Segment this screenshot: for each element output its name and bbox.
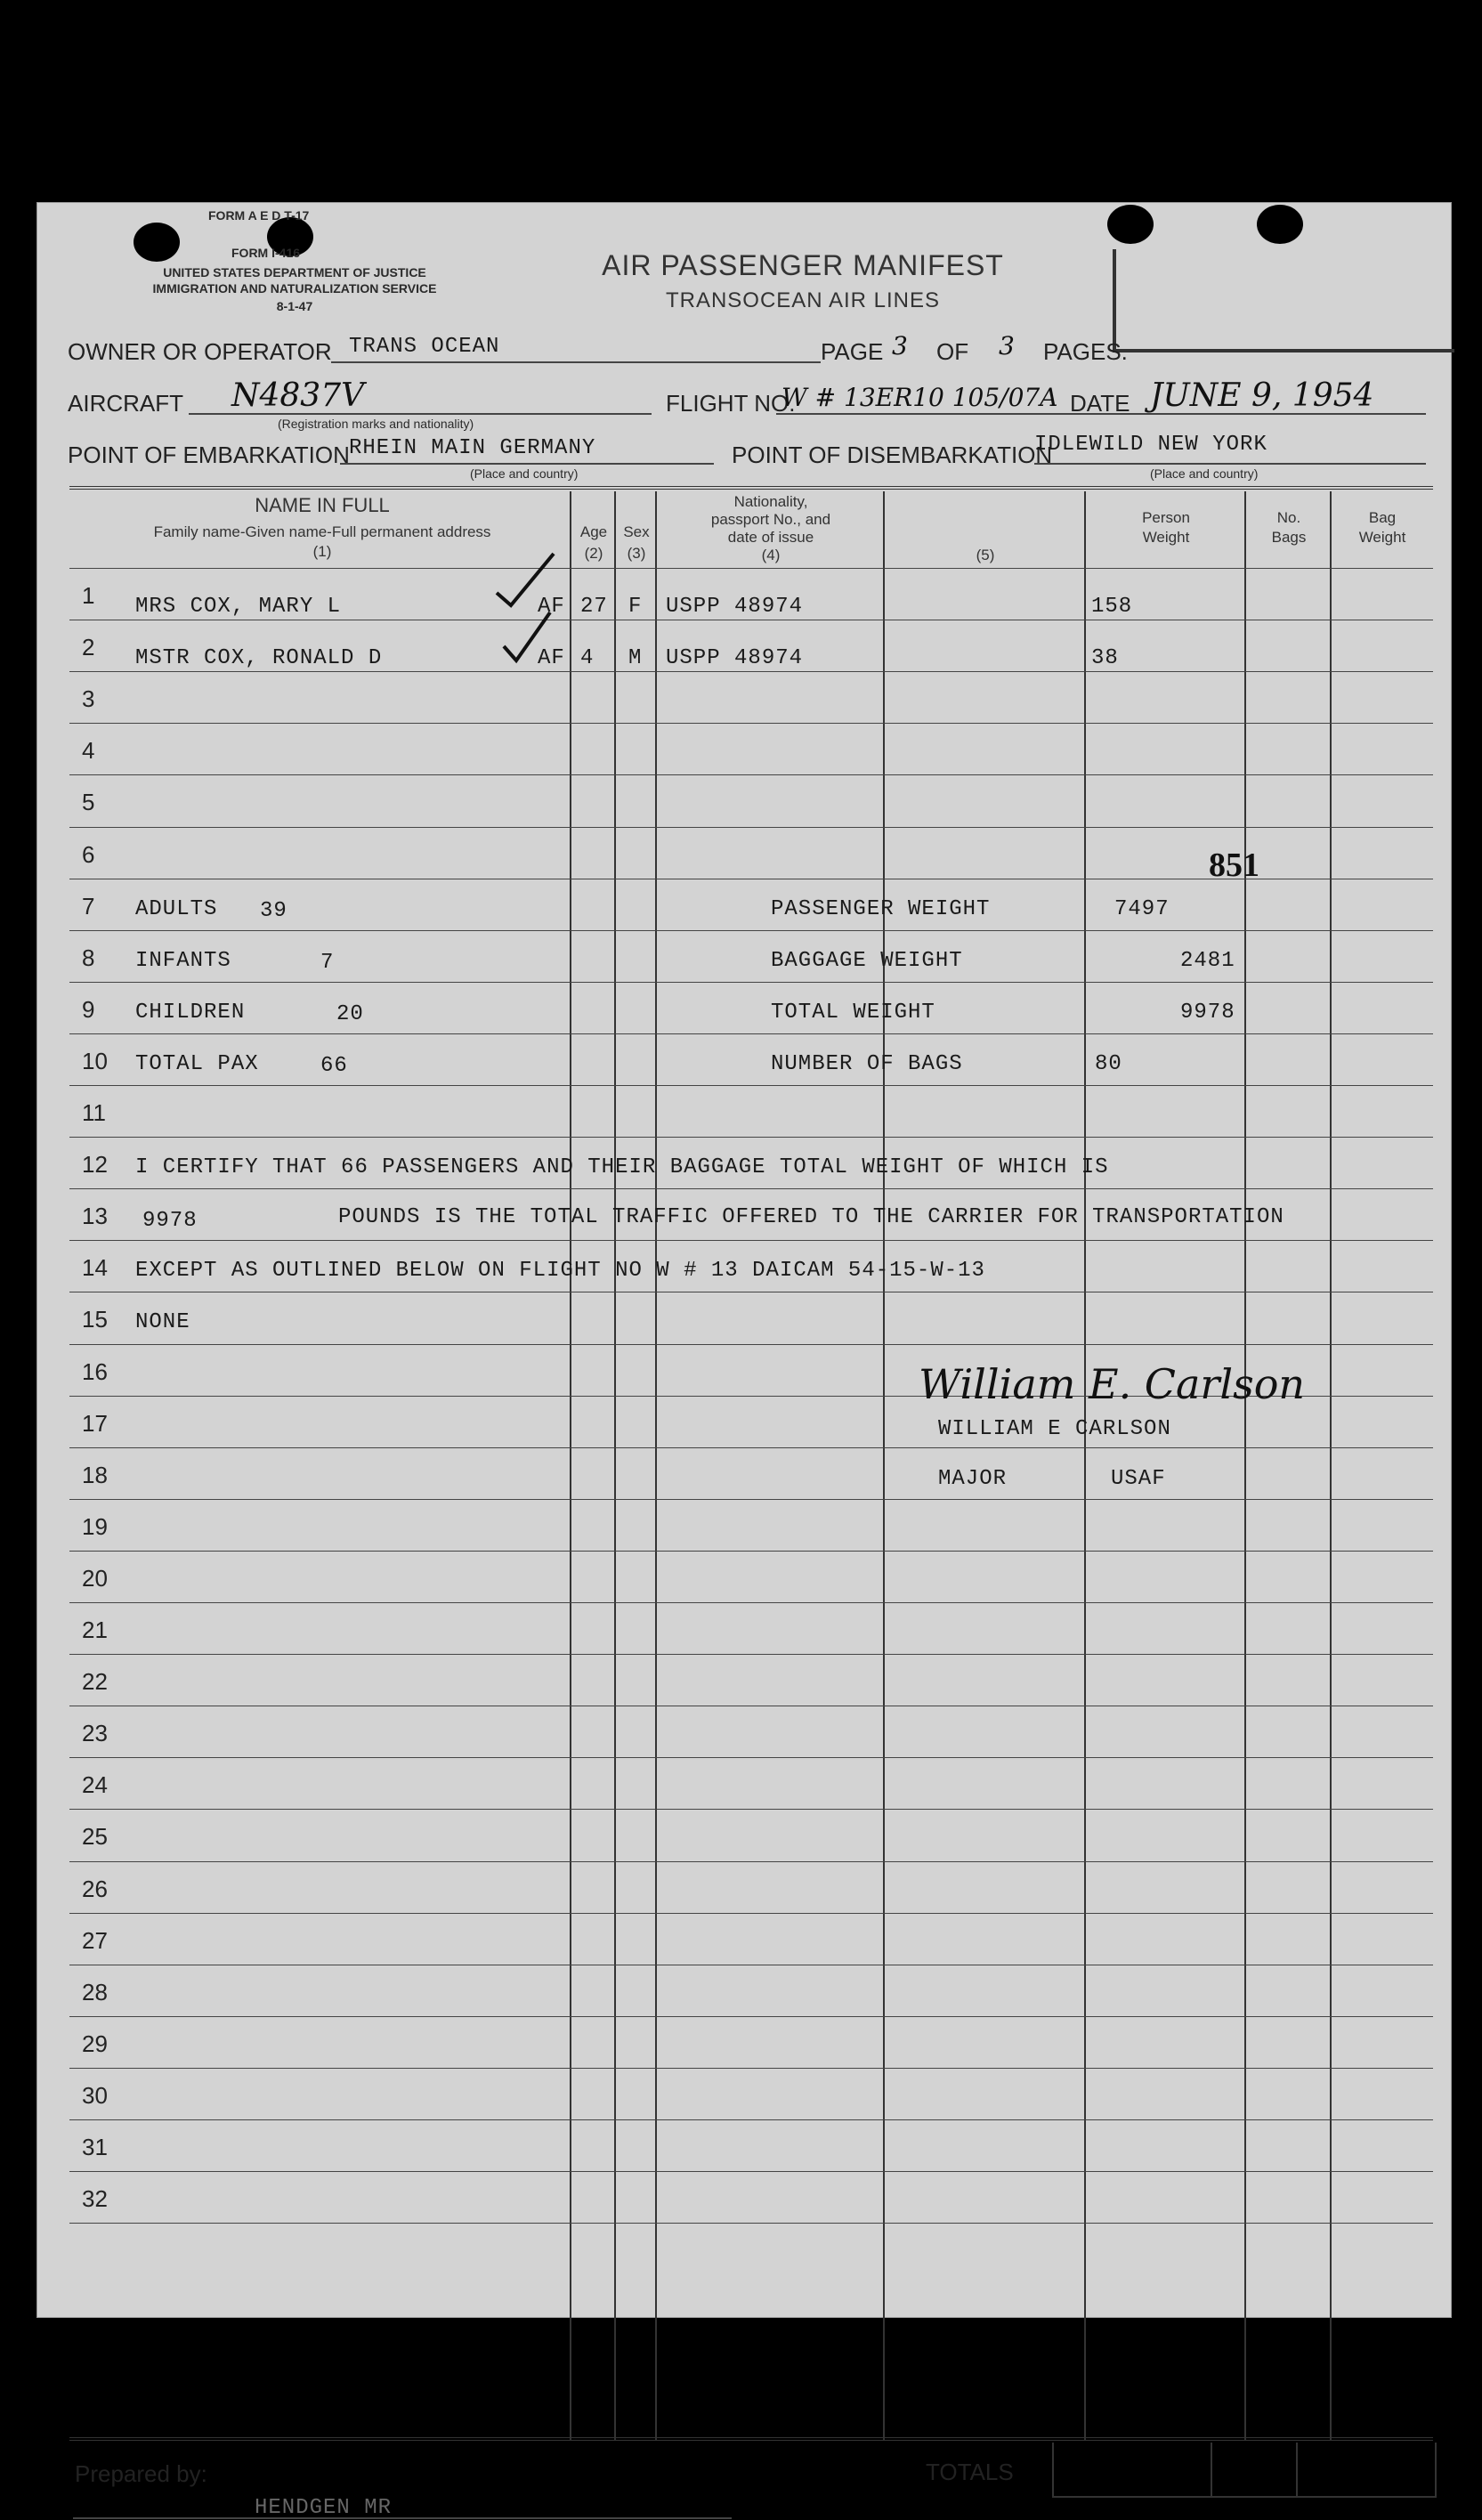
embarkation-underline <box>340 463 714 465</box>
children-label: CHILDREN <box>135 1001 246 1025</box>
certification-line-12: I CERTIFY THAT 66 PASSENGERS AND THEIR BAGGAGE TOTAL WEIGHT OF WHICH IS <box>135 1155 1109 1179</box>
owner-underline <box>331 361 821 363</box>
row-number: 9 <box>82 995 95 1023</box>
row-rule <box>69 1861 1433 1862</box>
col-nationality-number: (4) <box>761 547 781 563</box>
certification-weight: 9978 <box>142 1209 198 1233</box>
row-number: 15 <box>82 1306 108 1333</box>
adults-value: 39 <box>260 899 287 923</box>
embarkation-label: POINT OF EMBARKATION <box>68 442 350 468</box>
row-rule <box>69 1344 1433 1345</box>
col-divider <box>1330 491 1332 2441</box>
total-pax-label: TOTAL PAX <box>135 1052 259 1076</box>
row-rule <box>69 1447 1433 1448</box>
row-rule <box>69 2171 1433 2172</box>
aircraft-value: N4837V <box>231 377 365 414</box>
airline-name: TRANSOCEAN AIR LINES <box>665 288 941 312</box>
signature-service: USAF <box>1111 1467 1166 1491</box>
row-rule <box>69 2068 1433 2069</box>
col-person-weight-1: Person <box>1142 509 1190 526</box>
page-value: 3 <box>892 331 908 361</box>
row-rule <box>69 2119 1433 2120</box>
totals-box <box>1052 2443 1437 2498</box>
service-line: IMMIGRATION AND NATURALIZATION SERVICE <box>152 281 437 296</box>
col-nationality-line2: passport No., and <box>710 511 831 528</box>
row-number: 14 <box>82 1254 108 1282</box>
row-rule <box>69 1137 1433 1138</box>
row-number: 19 <box>82 1512 108 1540</box>
date-value: JUNE 9, 1954 <box>1150 377 1374 414</box>
stamp-box <box>1113 249 1454 352</box>
baggage-weight-value: 2481 <box>1180 949 1235 973</box>
flight-date-underline <box>776 413 1426 415</box>
bag-weight-stamp: 851 <box>1209 847 1259 884</box>
col-nationality-line3: date of issue <box>727 529 814 546</box>
row-number: 25 <box>82 1823 108 1851</box>
totals-divider <box>1296 2443 1298 2496</box>
col-nationality-line1: Nationality, <box>733 493 808 510</box>
row-number: 28 <box>82 1978 108 2005</box>
disembarkation-underline <box>1034 463 1426 465</box>
aircraft-underline <box>189 413 652 415</box>
of-value: 3 <box>999 331 1015 361</box>
row-number: 31 <box>82 2134 108 2160</box>
row-rule <box>69 827 1433 828</box>
embarkation-note: (Place and country) <box>470 466 579 481</box>
punch-hole <box>1257 205 1303 244</box>
col-divider <box>655 491 657 2441</box>
disembarkation-label: POINT OF DISEMBARKATION <box>732 442 1053 468</box>
passenger-1-weight: 158 <box>1091 595 1133 619</box>
row-rule <box>69 1757 1433 1758</box>
infants-label: INFANTS <box>135 949 231 973</box>
punch-hole <box>1107 205 1154 244</box>
row-number: 16 <box>82 1357 108 1385</box>
table-bottom-border <box>69 2437 1433 2441</box>
col-name-number: (1) <box>312 543 332 560</box>
prepared-by-value: HENDGEN MR <box>255 2496 393 2520</box>
row-rule <box>69 982 1433 983</box>
row-rule <box>69 930 1433 931</box>
row-number: 27 <box>82 1926 108 1954</box>
passenger-2-passport: USPP 48974 <box>666 646 804 670</box>
col-name-title: NAME IN FULL <box>255 494 390 516</box>
passenger-1-sex: F <box>628 595 643 619</box>
row-number: 12 <box>82 1151 108 1179</box>
passenger-2-name: MSTR COX, RONALD D <box>135 646 383 670</box>
row-rule <box>69 1913 1433 1914</box>
row-number: 1 <box>82 582 95 609</box>
disembarkation-value: IDLEWILD NEW YORK <box>1034 433 1267 457</box>
flight-label: FLIGHT NO. <box>666 390 796 417</box>
passenger-1-passport: USPP 48974 <box>666 595 804 619</box>
row-number: 21 <box>82 1617 108 1643</box>
row-number: 30 <box>82 2081 108 2109</box>
passenger-2-weight: 38 <box>1091 646 1119 670</box>
aircraft-note: (Registration marks and nationality) <box>278 417 474 431</box>
col-divider <box>570 491 571 2441</box>
flight-value: W # 13ER10 105/07A <box>781 383 1058 412</box>
row-number: 5 <box>82 789 95 816</box>
owner-value: TRANS OCEAN <box>349 335 500 359</box>
infants-value: 7 <box>320 951 335 975</box>
col-sex-number: (3) <box>627 545 646 562</box>
department-line: UNITED STATES DEPARTMENT OF JUSTICE <box>163 265 426 280</box>
total-weight-value: 9978 <box>1180 1001 1235 1025</box>
row-number: 26 <box>82 1875 108 1902</box>
row-rule <box>69 671 1433 672</box>
row-rule <box>69 1085 1433 1086</box>
col-bags-2: Bags <box>1271 529 1307 546</box>
aircraft-label: AIRCRAFT <box>68 390 183 417</box>
row-number: 23 <box>82 1720 108 1747</box>
pages-label: PAGES. <box>1043 338 1128 365</box>
passenger-2-age: 4 <box>580 646 595 670</box>
page-label: PAGE <box>821 338 884 365</box>
manifest-sheet <box>37 203 1451 2520</box>
col-bags-1: No. <box>1276 509 1301 526</box>
col-age-number: (2) <box>584 545 603 562</box>
col-divider <box>883 491 885 2441</box>
passenger-1-mark: AF <box>538 595 565 619</box>
passenger-2-mark: AF <box>538 646 565 670</box>
form-date: 8-1-47 <box>276 299 313 313</box>
row-number: 2 <box>82 634 95 661</box>
row-number: 13 <box>82 1203 108 1230</box>
row-number: 7 <box>82 892 95 920</box>
row-number: 4 <box>82 737 95 765</box>
row-rule <box>69 1188 1433 1189</box>
row-rule <box>69 1809 1433 1810</box>
row-rule <box>69 2016 1433 2017</box>
col-bag-weight-2: Weight <box>1358 529 1406 546</box>
passenger-1-age: 27 <box>580 595 608 619</box>
row-number: 17 <box>82 1409 108 1437</box>
row-number: 24 <box>82 1771 108 1799</box>
row-number: 11 <box>82 1099 106 1126</box>
row-number: 6 <box>82 840 95 868</box>
col-person-weight-2: Weight <box>1142 529 1190 546</box>
certification-line-15: NONE <box>135 1310 190 1334</box>
row-rule <box>69 1033 1433 1034</box>
table-top-border <box>69 486 1433 490</box>
of-label: OF <box>936 338 969 365</box>
row-number: 22 <box>82 1668 108 1696</box>
embarkation-value: RHEIN MAIN GERMANY <box>349 436 596 460</box>
disembarkation-note: (Place and country) <box>1150 466 1259 481</box>
form-number-top: FORM A E D T-17 <box>208 208 310 223</box>
form-number: FORM I-416 <box>231 246 301 260</box>
certification-line-13: POUNDS IS THE TOTAL TRAFFIC OFFERED TO THE CARRIER FOR TRANSPORTATION <box>338 1205 1284 1229</box>
passenger-weight-value: 7497 <box>1114 897 1170 921</box>
col-5-number: (5) <box>976 547 995 563</box>
total-pax-value: 66 <box>320 1054 348 1078</box>
row-number: 3 <box>82 685 95 713</box>
row-rule <box>69 1499 1433 1500</box>
signature-handwritten: William E. Carlson <box>919 1360 1306 1408</box>
row-rule <box>69 1240 1433 1241</box>
date-label: DATE <box>1070 390 1130 417</box>
row-rule <box>69 774 1433 775</box>
totals-divider <box>1211 2443 1212 2496</box>
header-rule <box>69 568 1433 569</box>
col-divider <box>614 491 616 2441</box>
totals-label: TOTALS <box>926 2459 1014 2485</box>
page-title: AIR PASSENGER MANIFEST <box>602 249 1004 281</box>
prepared-by-label: Prepared by: <box>75 2460 207 2487</box>
row-number: 8 <box>82 944 95 971</box>
row-number: 29 <box>82 2030 108 2057</box>
row-rule <box>69 1551 1433 1552</box>
col-sex-header: Sex <box>623 523 650 540</box>
passenger-1-name: MRS COX, MARY L <box>135 595 342 619</box>
check-mark-icon <box>491 550 563 666</box>
col-divider <box>1084 491 1086 2441</box>
row-number: 20 <box>82 1564 108 1592</box>
col-divider <box>1244 491 1246 2441</box>
baggage-weight-label: BAGGAGE WEIGHT <box>771 949 963 973</box>
row-rule <box>69 723 1433 724</box>
row-rule <box>69 2223 1433 2224</box>
row-rule <box>69 1654 1433 1655</box>
passenger-2-sex: M <box>628 646 643 670</box>
signature-rank: MAJOR <box>938 1467 1008 1491</box>
prepared-by-underline <box>73 2517 732 2519</box>
adults-label: ADULTS <box>135 897 218 921</box>
number-of-bags-label: NUMBER OF BAGS <box>771 1052 963 1076</box>
signature-printed-name: WILLIAM E CARLSON <box>938 1417 1171 1441</box>
col-bag-weight-1: Bag <box>1368 509 1397 526</box>
col-age-header: Age <box>579 523 608 540</box>
row-number: 32 <box>82 2185 108 2213</box>
total-weight-label: TOTAL WEIGHT <box>771 1001 935 1025</box>
certification-line-14: EXCEPT AS OUTLINED BELOW ON FLIGHT NO W # 13 DAICAM 54-15-W-13 <box>135 1259 985 1283</box>
owner-label: OWNER OR OPERATOR <box>68 338 332 365</box>
children-value: 20 <box>336 1002 364 1026</box>
col-name-subtitle: Family name-Given name-Full permanent address <box>153 523 491 540</box>
row-rule <box>69 1602 1433 1603</box>
row-number: 10 <box>82 1047 108 1074</box>
number-of-bags-value: 80 <box>1095 1052 1122 1076</box>
punch-hole <box>134 223 180 262</box>
passenger-weight-label: PASSENGER WEIGHT <box>771 897 991 921</box>
row-number: 18 <box>82 1461 108 1488</box>
